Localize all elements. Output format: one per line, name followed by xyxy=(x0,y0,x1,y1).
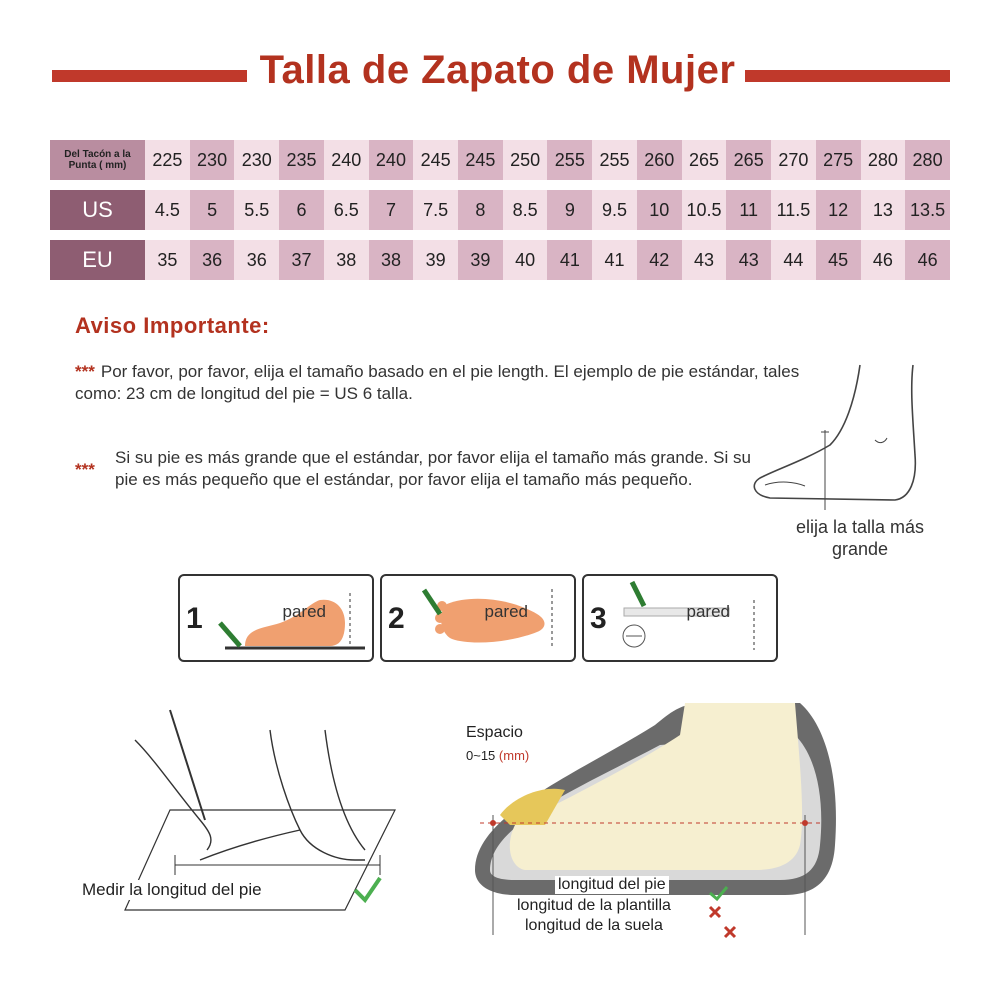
table-cell: 11 xyxy=(726,190,771,230)
table-cell: 260 xyxy=(637,140,682,180)
table-cell: 43 xyxy=(726,240,771,280)
row-head-eu: EU xyxy=(50,240,145,280)
table-cell: 250 xyxy=(503,140,548,180)
table-cell: 230 xyxy=(234,140,279,180)
table-row-eu xyxy=(50,240,950,280)
notice-paragraph-1 xyxy=(75,361,835,405)
asterisks-icon: *** xyxy=(75,362,95,381)
table-cell: 9 xyxy=(547,190,592,230)
table-cell: 7 xyxy=(369,190,414,230)
wall-label: pared xyxy=(484,602,528,621)
table-cell: 38 xyxy=(324,240,369,280)
sole-length-label: longitud de la suela xyxy=(522,917,666,935)
table-cell: 42 xyxy=(637,240,682,280)
table-cell: 6 xyxy=(279,190,324,230)
notice-paragraph-2 xyxy=(75,447,775,491)
table-cell: 35 xyxy=(145,240,190,280)
table-cell: 37 xyxy=(279,240,324,280)
foot-side-sketch-icon xyxy=(745,360,925,520)
table-cell: 13.5 xyxy=(905,190,950,230)
step-1 xyxy=(178,574,374,662)
table-cell: 6.5 xyxy=(324,190,369,230)
table-cell: 43 xyxy=(682,240,727,280)
notice-text-2: Si su pie es más grande que el estándar, por favor elija el tamaño más grande. Si su pie es más pequeño que el estándar, por favor elija el tamaño más pequeño. xyxy=(115,448,751,489)
table-cell: 275 xyxy=(816,140,861,180)
insole-length-label: longitud de la plantilla xyxy=(514,897,674,915)
title-bar-left xyxy=(52,70,247,82)
table-cell: 5 xyxy=(190,190,235,230)
wall-label: pared xyxy=(686,602,730,621)
table-cell: 11.5 xyxy=(771,190,816,230)
table-cell: 280 xyxy=(861,140,906,180)
foot-length-label: longitud del pie xyxy=(555,876,669,894)
row-head-mm: Del Tacón a la Punta ( mm) xyxy=(50,140,145,180)
table-cell: 10.5 xyxy=(682,190,727,230)
table-cell: 7.5 xyxy=(413,190,458,230)
sketch-label: elija la talla más grande xyxy=(795,517,925,559)
table-cell: 46 xyxy=(905,240,950,280)
table-cell: 39 xyxy=(413,240,458,280)
measure-label: Medir la longitud del pie xyxy=(82,880,262,899)
table-cell: 245 xyxy=(413,140,458,180)
table-cell: 5.5 xyxy=(234,190,279,230)
table-row-us xyxy=(50,190,950,230)
table-cell: 4.5 xyxy=(145,190,190,230)
table-cell: 225 xyxy=(145,140,190,180)
step-3 xyxy=(582,574,778,662)
table-cell: 8.5 xyxy=(503,190,548,230)
space-range-value: 0~15 xyxy=(466,748,496,763)
table-cell: 39 xyxy=(458,240,503,280)
table-cell: 41 xyxy=(547,240,592,280)
notice-text-1: Por favor, por favor, elija el tamaño basado en el pie length. El ejemplo de pie estándar, tales como: 23 cm de longitud del pie = US 6 talla. xyxy=(75,362,800,403)
table-cell: 270 xyxy=(771,140,816,180)
table-cell: 255 xyxy=(592,140,637,180)
table-cell: 280 xyxy=(905,140,950,180)
table-row-mm xyxy=(50,140,950,180)
table-cell: 36 xyxy=(190,240,235,280)
title-bar-right xyxy=(745,70,950,82)
table-cell: 40 xyxy=(503,240,548,280)
table-cell: 10 xyxy=(637,190,682,230)
title-block xyxy=(0,48,1000,108)
row-head-us: US xyxy=(50,190,145,230)
space-range xyxy=(466,748,529,763)
asterisks-icon: *** xyxy=(75,460,95,479)
step-number: 3 xyxy=(590,602,607,635)
table-cell: 36 xyxy=(234,240,279,280)
space-label: Espacio xyxy=(466,724,523,741)
table-cell: 8 xyxy=(458,190,503,230)
table-cell: 45 xyxy=(816,240,861,280)
table-cell: 38 xyxy=(369,240,414,280)
table-cell: 235 xyxy=(279,140,324,180)
table-cell: 12 xyxy=(816,190,861,230)
step-2 xyxy=(380,574,576,662)
size-chart-table xyxy=(50,140,950,290)
page-title: Talla de Zapato de Mujer xyxy=(259,48,736,92)
table-cell: 265 xyxy=(682,140,727,180)
table-cell: 240 xyxy=(369,140,414,180)
step-number: 2 xyxy=(388,602,405,635)
step-number: 1 xyxy=(186,602,203,635)
measure-steps xyxy=(178,574,778,660)
table-cell: 46 xyxy=(861,240,906,280)
cross-icon xyxy=(725,927,735,937)
wall-label: pared xyxy=(282,602,326,621)
table-cell: 230 xyxy=(190,140,235,180)
table-cell: 245 xyxy=(458,140,503,180)
table-cell: 9.5 xyxy=(592,190,637,230)
table-cell: 255 xyxy=(547,140,592,180)
table-cell: 240 xyxy=(324,140,369,180)
space-range-unit: (mm) xyxy=(498,748,530,763)
table-cell: 265 xyxy=(726,140,771,180)
table-cell: 44 xyxy=(771,240,816,280)
cross-icon xyxy=(710,907,720,917)
notice-title: Aviso Importante: xyxy=(75,313,270,338)
table-cell: 13 xyxy=(861,190,906,230)
table-cell: 41 xyxy=(592,240,637,280)
